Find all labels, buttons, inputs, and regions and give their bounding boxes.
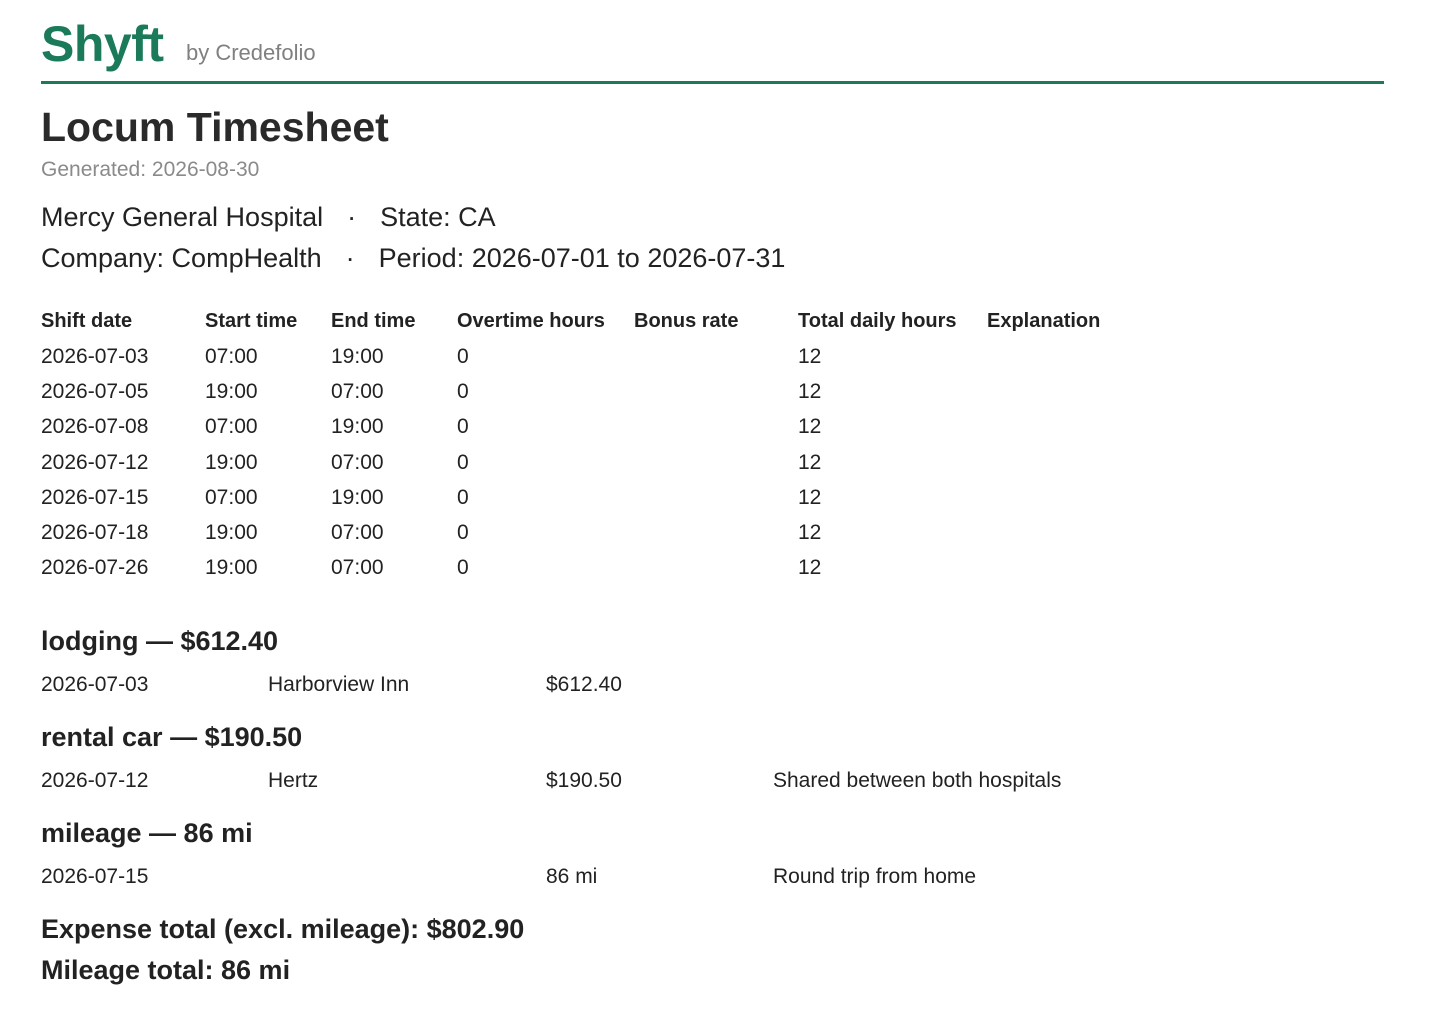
cell-explanation [987,480,1187,515]
cell-start-time: 07:00 [205,344,258,368]
header-end-time: End time [331,310,416,332]
expense-heading-lodging: lodging — $612.40 [41,626,279,656]
cell-explanation [987,410,1187,445]
cell-shift-date: 2026-07-05 [41,379,149,403]
table-row [41,374,1187,409]
separator: · [345,243,355,273]
cell-overtime-hours: 0 [457,379,469,403]
cell-bonus-rate [634,374,798,409]
cell-explanation [987,445,1187,480]
shift-table-header [41,304,1187,339]
cell-end-time: 19:00 [331,415,384,439]
facility-line [41,202,496,233]
cell-bonus-rate [634,339,798,374]
expense-amount: $190.50 [546,769,622,792]
cell-shift-date: 2026-07-18 [41,521,149,545]
cell-start-time: 19:00 [205,556,258,580]
cell-end-time: 07:00 [331,379,384,403]
header-overtime-hours: Overtime hours [457,310,605,332]
expense-note: Round trip from home [773,865,977,888]
expense-date: 2026-07-15 [41,865,149,888]
cell-shift-date: 2026-07-08 [41,415,149,439]
cell-start-time: 07:00 [205,415,258,439]
header-start-time: Start time [205,310,298,332]
brand-header [41,0,1384,84]
expense-row [41,769,1241,799]
header-total-daily-hours: Total daily hours [798,310,957,332]
cell-bonus-rate [634,410,798,445]
cell-end-time: 07:00 [331,450,384,474]
brand-byline: by Credefolio [186,40,316,65]
expense-vendor: Harborview Inn [268,673,410,696]
cell-overtime-hours: 0 [457,415,469,439]
cell-start-time: 19:00 [205,521,258,545]
cell-start-time: 19:00 [205,379,258,403]
cell-overtime-hours: 0 [457,485,469,509]
timesheet-page [41,0,1384,985]
cell-shift-date: 2026-07-26 [41,556,149,580]
cell-overtime-hours: 0 [457,450,469,474]
cell-explanation [987,515,1187,550]
cell-explanation [987,374,1187,409]
cell-end-time: 07:00 [331,521,384,545]
expense-row [41,865,1241,895]
cell-explanation [987,339,1187,374]
separator: · [347,202,357,232]
cell-shift-date: 2026-07-12 [41,450,149,474]
state-label: State: CA [380,202,496,232]
header-bonus-rate: Bonus rate [634,310,739,332]
cell-total-daily-hours: 12 [798,485,822,509]
facility-name: Mercy General Hospital [41,202,324,232]
cell-end-time: 07:00 [331,556,384,580]
table-row [41,480,1187,515]
generated-date: Generated: 2026-08-30 [41,158,260,181]
table-row [41,339,1187,374]
page-title: Locum Timesheet [41,104,389,150]
cell-start-time: 19:00 [205,450,258,474]
cell-overtime-hours: 0 [457,556,469,580]
expense-heading-mileage: mileage — 86 mi [41,818,253,848]
cell-shift-date: 2026-07-03 [41,344,149,368]
expense-date: 2026-07-03 [41,673,149,696]
company-line [41,243,785,274]
table-row [41,551,1187,586]
cell-bonus-rate [634,445,798,480]
cell-total-daily-hours: 12 [798,450,822,474]
table-row [41,515,1187,550]
expense-date: 2026-07-12 [41,769,149,792]
cell-shift-date: 2026-07-15 [41,485,149,509]
expense-total: Expense total (excl. mileage): $802.90 [41,914,525,944]
cell-total-daily-hours: 12 [798,379,822,403]
expense-vendor: Hertz [268,769,319,792]
cell-start-time: 07:00 [205,485,258,509]
cell-total-daily-hours: 12 [798,521,822,545]
cell-overtime-hours: 0 [457,344,469,368]
mileage-total: Mileage total: 86 mi [41,955,291,985]
expense-amount: $612.40 [546,673,622,696]
expense-row [41,673,1241,703]
cell-bonus-rate [634,515,798,550]
cell-explanation [987,551,1187,586]
expense-amount: 86 mi [546,865,598,888]
brand-logo: Shyft [41,16,164,72]
expense-note: Shared between both hospitals [773,769,1062,792]
cell-bonus-rate [634,551,798,586]
cell-end-time: 19:00 [331,344,384,368]
company-name: Company: CompHealth [41,243,322,273]
table-row [41,445,1187,480]
cell-total-daily-hours: 12 [798,415,822,439]
cell-total-daily-hours: 12 [798,344,822,368]
table-row [41,410,1187,445]
cell-overtime-hours: 0 [457,521,469,545]
header-explanation: Explanation [987,310,1101,332]
shift-table [41,304,1187,586]
header-shift-date: Shift date [41,310,133,332]
cell-bonus-rate [634,480,798,515]
period-label: Period: 2026-07-01 to 2026-07-31 [378,243,786,273]
expense-heading-rental-car: rental car — $190.50 [41,722,303,752]
cell-end-time: 19:00 [331,485,384,509]
cell-total-daily-hours: 12 [798,556,822,580]
